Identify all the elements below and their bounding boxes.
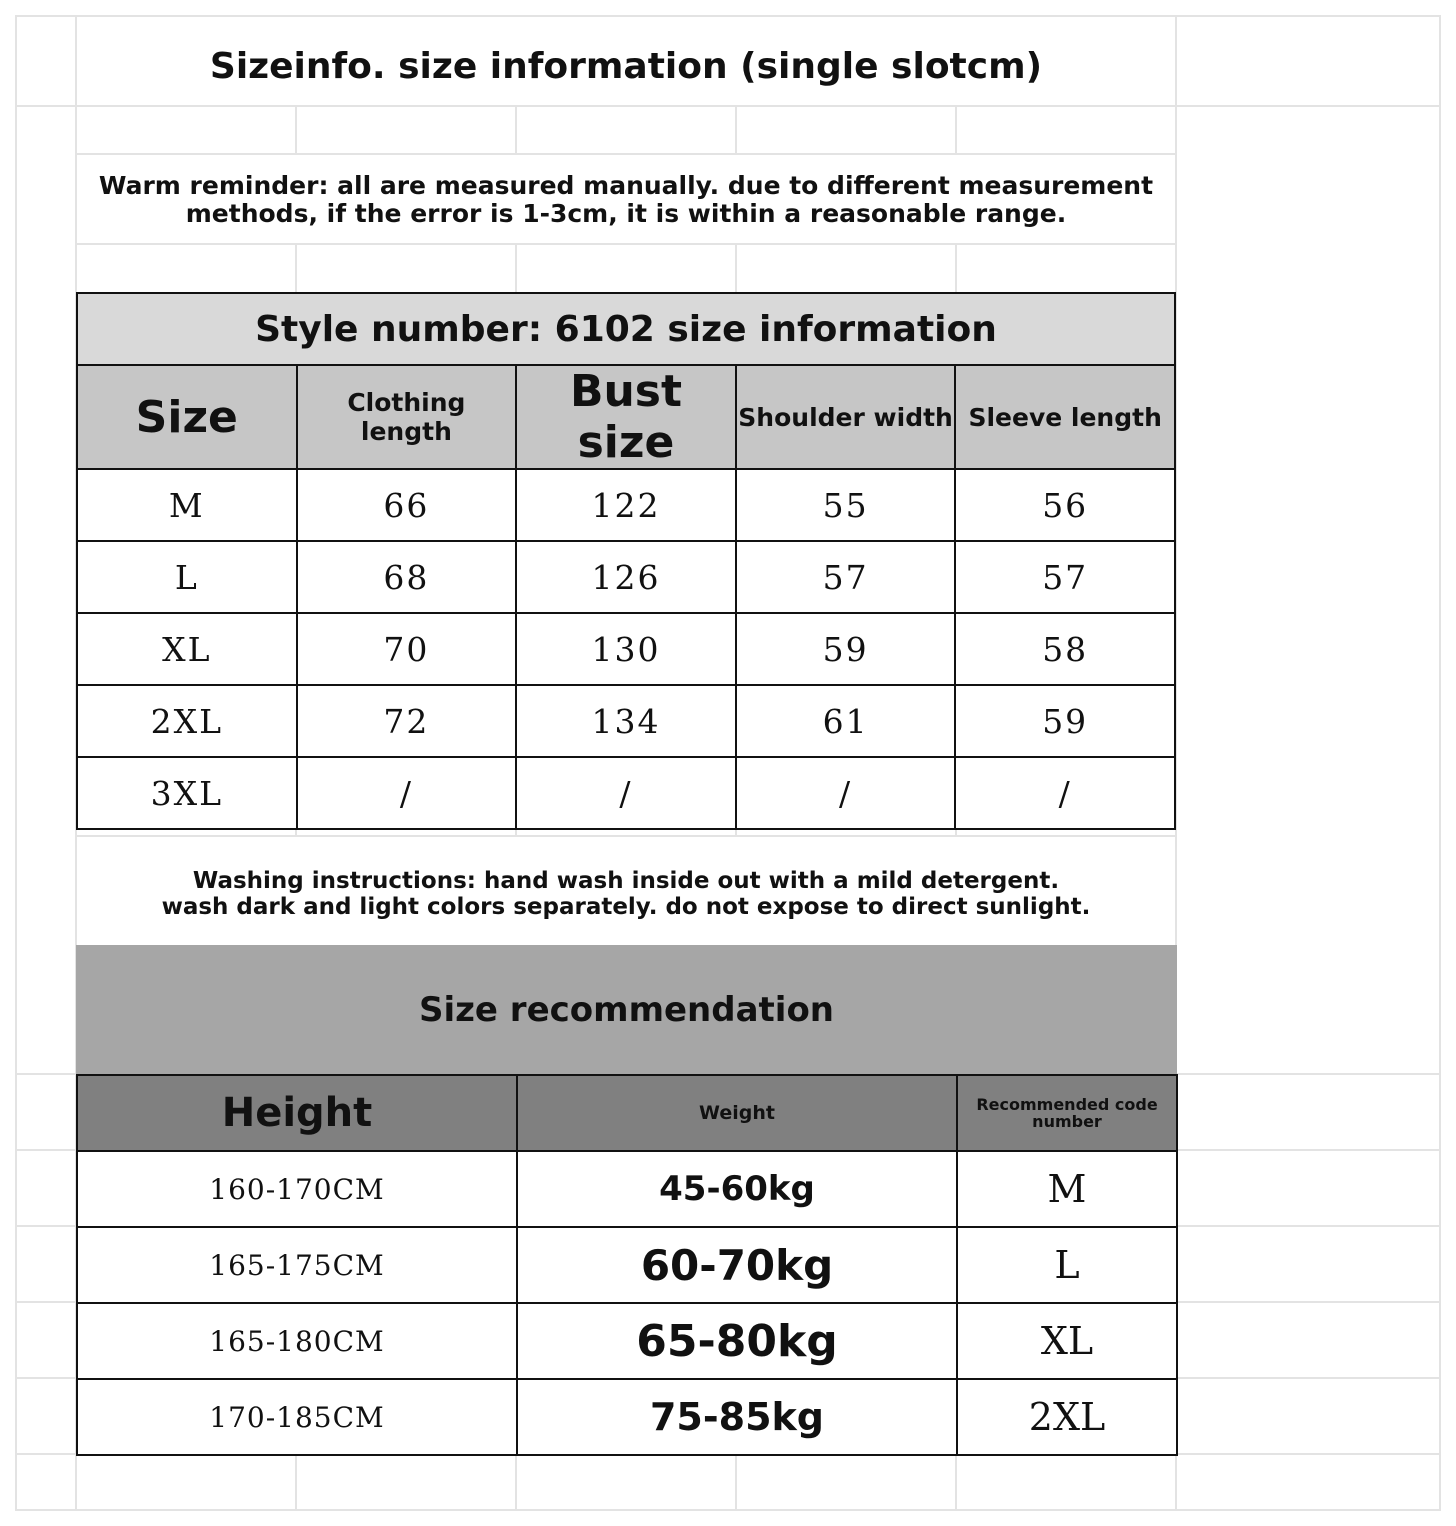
table-row [77, 685, 1175, 757]
height-cell: 170-185CM [77, 1379, 517, 1455]
size-table-header-row [77, 365, 1175, 469]
shoulder-width-cell: / [736, 757, 956, 829]
bust-size-cell: 122 [516, 469, 736, 541]
height-cell: 160-170CM [77, 1151, 517, 1227]
size-cell: M [77, 469, 297, 541]
size-cell: L [77, 541, 297, 613]
shoulder-width-cell: 59 [736, 613, 956, 685]
table-row [77, 1379, 1177, 1455]
recommended-code-cell: M [957, 1151, 1177, 1227]
bust-size-cell: 126 [516, 541, 736, 613]
table-row [77, 613, 1175, 685]
reminder-line-1: Warm reminder: all are measured manually. due to different measurement [98, 171, 1154, 200]
recommended-code-cell: 2XL [957, 1379, 1177, 1455]
height-cell: 165-175CM [77, 1227, 517, 1303]
clothing-length-cell: 68 [297, 541, 517, 613]
washing-instructions [76, 864, 1176, 924]
clothing-length-cell: / [297, 757, 517, 829]
table-row [77, 541, 1175, 613]
clothing-length-cell: 70 [297, 613, 517, 685]
header-recommended-code: Recommended code number [957, 1075, 1177, 1151]
weight-cell: 75-85kg [517, 1379, 957, 1455]
height-cell: 165-180CM [77, 1303, 517, 1379]
header-weight: Weight [517, 1075, 957, 1151]
header-height: Height [77, 1075, 517, 1151]
sleeve-length-cell: 58 [955, 613, 1175, 685]
header-bust-size: Bust size [516, 365, 736, 469]
table-row [77, 1151, 1177, 1227]
size-cell: XL [77, 613, 297, 685]
table-row [77, 1227, 1177, 1303]
sleeve-length-cell: 57 [955, 541, 1175, 613]
clothing-length-cell: 72 [297, 685, 517, 757]
shoulder-width-cell: 61 [736, 685, 956, 757]
header-shoulder-width: Shoulder width [736, 365, 956, 469]
recommended-code-cell: L [957, 1227, 1177, 1303]
sleeve-length-cell: / [955, 757, 1175, 829]
sleeve-length-cell: 56 [955, 469, 1175, 541]
sleeve-length-cell: 59 [955, 685, 1175, 757]
bust-size-cell: / [516, 757, 736, 829]
header-sleeve-length: Sleeve length [955, 365, 1175, 469]
washing-line-1: Washing instructions: hand wash inside out with a mild detergent. [192, 868, 1060, 894]
size-cell: 2XL [77, 685, 297, 757]
size-table-title: Style number: 6102 size information [77, 293, 1175, 365]
shoulder-width-cell: 57 [736, 541, 956, 613]
size-cell: 3XL [77, 757, 297, 829]
weight-cell: 60-70kg [517, 1227, 957, 1303]
reminder-line-2: methods, if the error is 1-3cm, it is within a reasonable range. [185, 199, 1067, 228]
recommended-code-cell: XL [957, 1303, 1177, 1379]
page-title: Sizeinfo. size information (single slotcm) [209, 45, 1043, 87]
recommendation-header-row [77, 1075, 1177, 1151]
bust-size-cell: 130 [516, 613, 736, 685]
weight-cell: 65-80kg [517, 1303, 957, 1379]
measurement-reminder [76, 160, 1176, 240]
table-row [77, 469, 1175, 541]
clothing-length-cell: 66 [297, 469, 517, 541]
header-clothing-length: Clothing length [297, 365, 517, 469]
washing-line-2: wash dark and light colors separately. do not expose to direct sunlight. [161, 894, 1091, 920]
table-row [77, 757, 1175, 829]
table-row [77, 1303, 1177, 1379]
bust-size-cell: 134 [516, 685, 736, 757]
header-size: Size [77, 365, 297, 469]
shoulder-width-cell: 55 [736, 469, 956, 541]
size-recommendation-table [76, 1074, 1178, 1456]
weight-cell: 45-60kg [517, 1151, 957, 1227]
size-information-table [76, 292, 1176, 830]
size-recommendation-title: Size recommendation [76, 945, 1177, 1075]
